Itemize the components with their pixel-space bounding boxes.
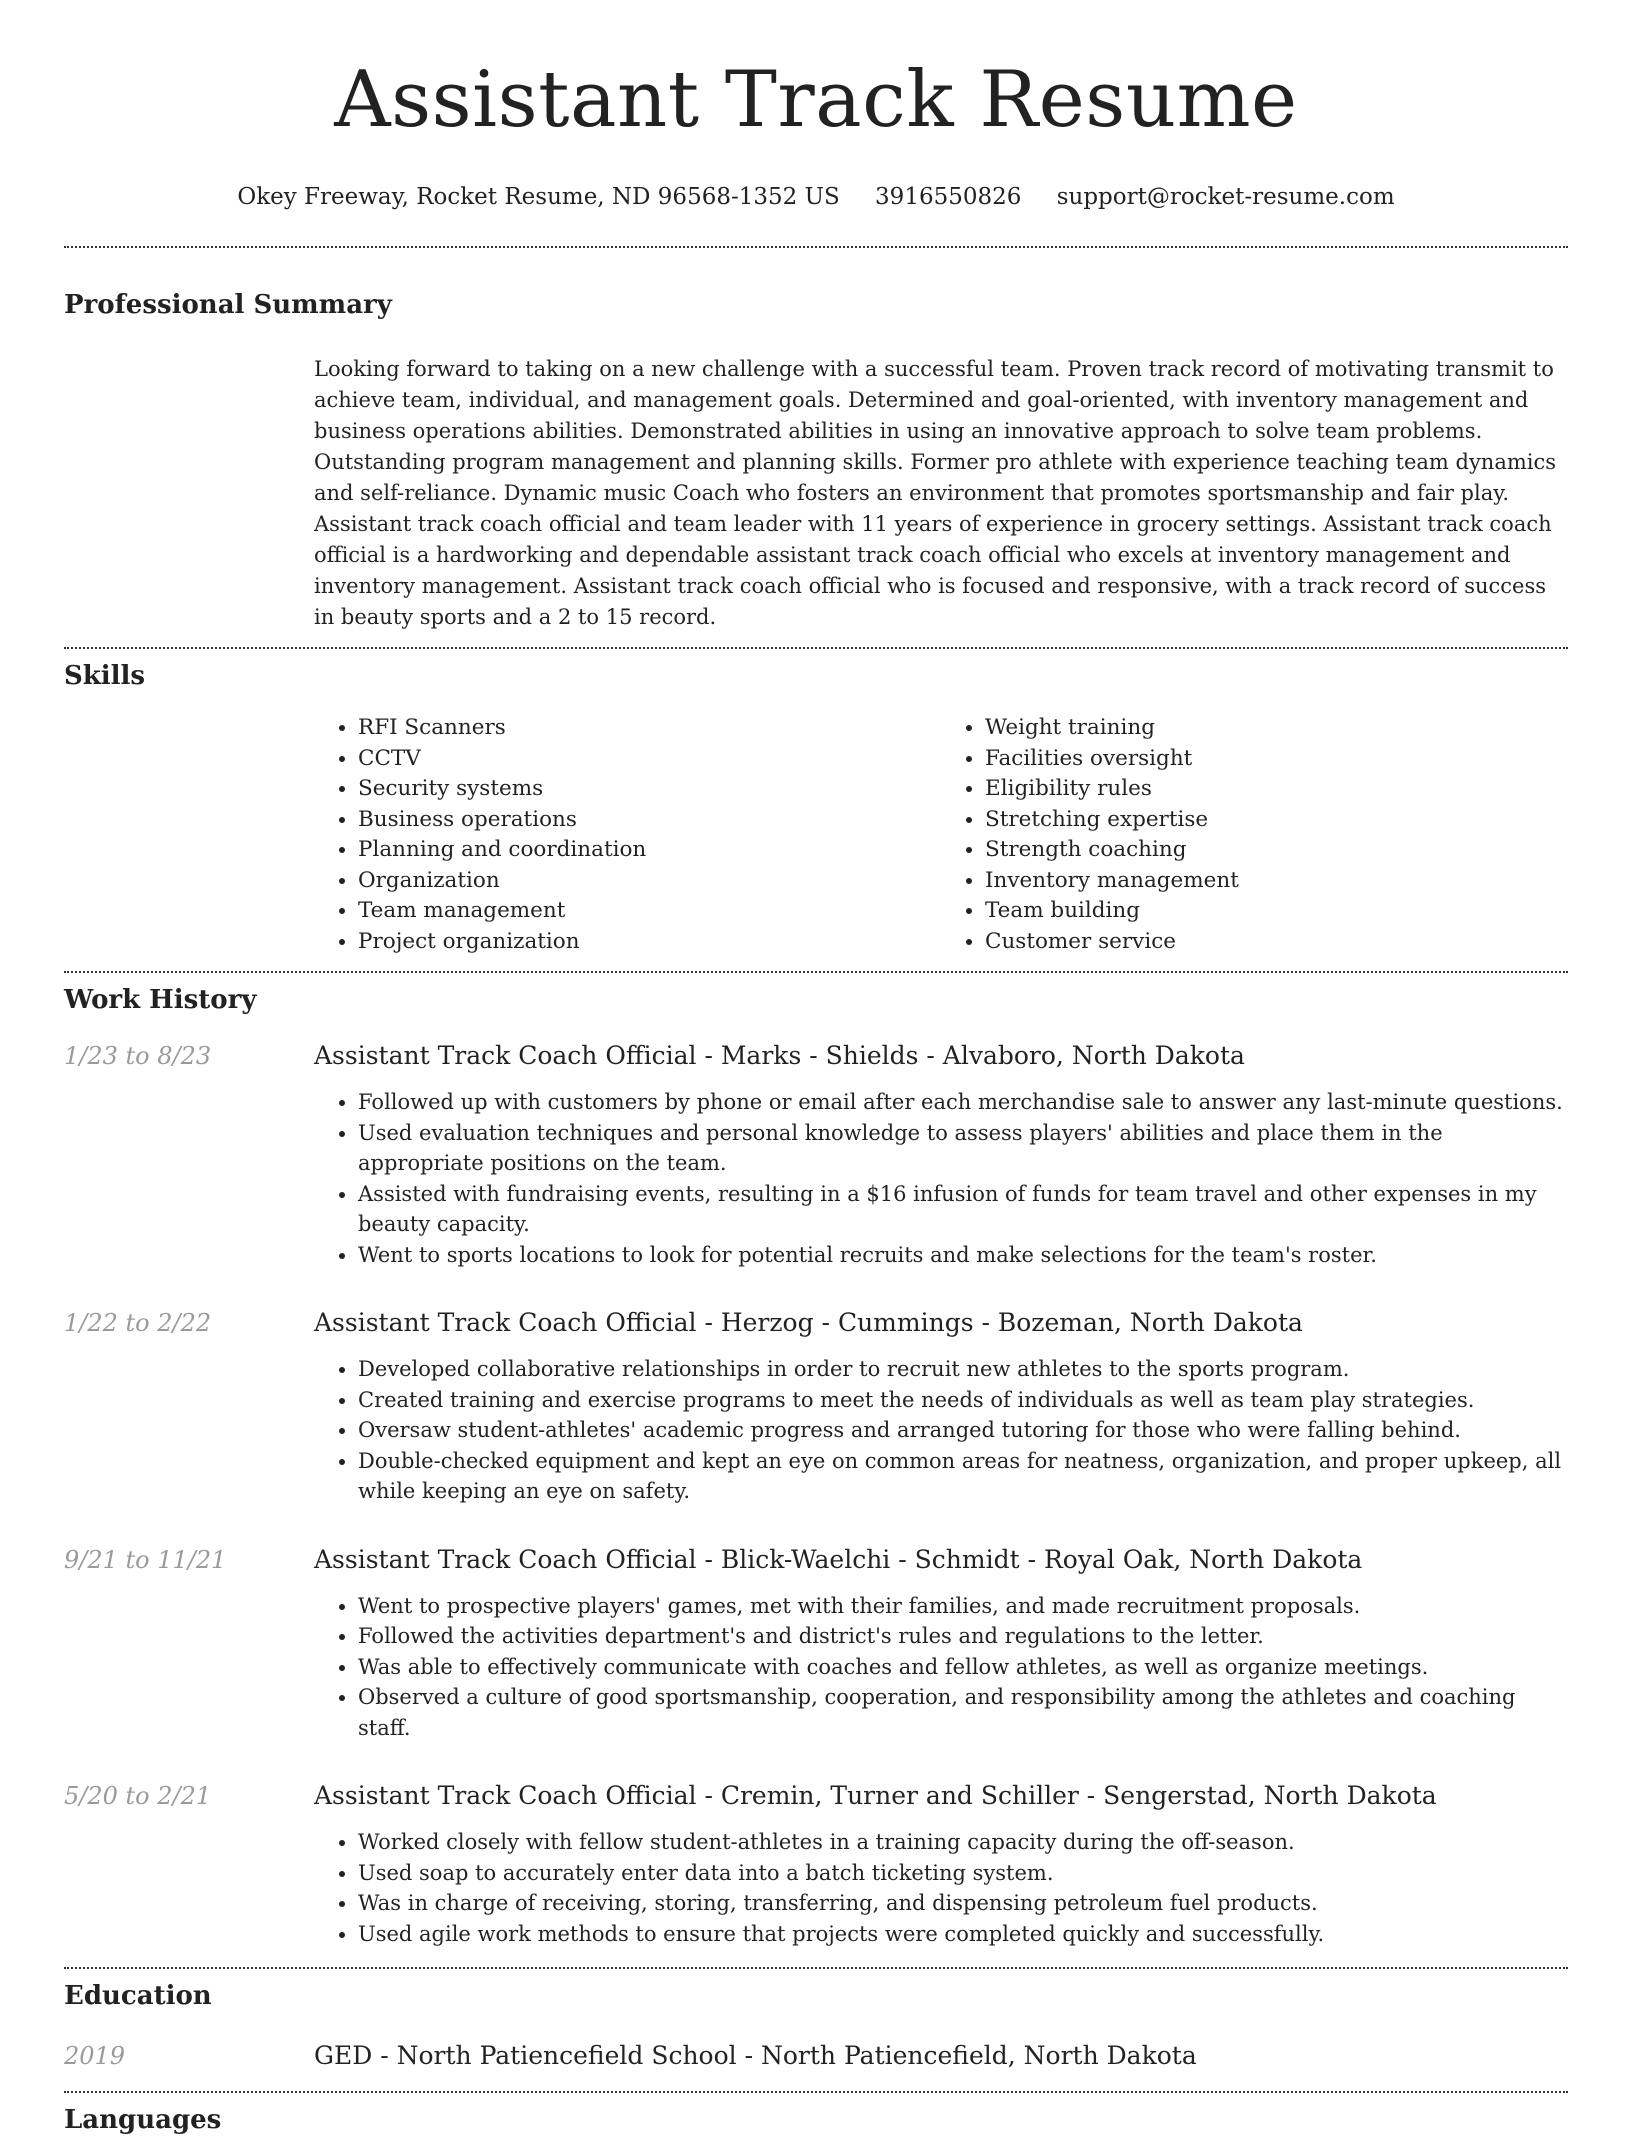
skill-item: • Business operations bbox=[358, 805, 941, 836]
section-title-education: Education bbox=[64, 1981, 212, 2011]
skill-item: • Inventory management bbox=[985, 866, 1568, 897]
job-date: 1/23 to 8/23 bbox=[64, 1042, 212, 1070]
education-title: GED - North Patiencefield School - North Patiencefield, North Dakota bbox=[314, 2041, 1197, 2070]
skill-item: • Team management bbox=[358, 896, 941, 927]
skills-list-right bbox=[941, 713, 1568, 957]
job-body bbox=[314, 1039, 1568, 1270]
section-title-skills: Skills bbox=[64, 661, 146, 691]
job-entry bbox=[64, 1779, 1568, 1967]
job-entry bbox=[64, 1039, 1568, 1270]
job-body bbox=[314, 1543, 1568, 1744]
section-title-languages: Languages bbox=[64, 2105, 222, 2135]
job-bullet: • Created training and exercise programs to meet the needs of individuals as well as team play strategies. bbox=[358, 1385, 1568, 1416]
job-date: 1/22 to 2/22 bbox=[64, 1309, 212, 1337]
skills-section bbox=[64, 649, 1568, 971]
job-bullet: • Used agile work methods to ensure that projects were completed quickly and successfully. bbox=[358, 1919, 1568, 1950]
languages-section bbox=[64, 2093, 1568, 2137]
job-bullet: • Went to prospective players' games, met with their families, and made recruitment proposals. bbox=[358, 1591, 1568, 1622]
summary-section bbox=[64, 248, 1568, 647]
job-date: 9/21 to 11/21 bbox=[64, 1545, 227, 1574]
job-bullet: • Followed up with customers by phone or email after each merchandise sale to answer any last-minute questions. bbox=[358, 1087, 1568, 1118]
skill-item: • RFI Scanners bbox=[358, 713, 941, 744]
job-bullet: • Used evaluation techniques and personal knowledge to assess players' abilities and place them in the appropriate positions on the team. bbox=[358, 1118, 1568, 1179]
job-bullet: • Followed the activities department's and district's rules and regulations to the letter. bbox=[358, 1621, 1568, 1652]
job-bullet: • Was in charge of receiving, storing, transferring, and dispensing petroleum fuel products. bbox=[358, 1888, 1568, 1919]
education-date: 2019 bbox=[64, 2042, 126, 2070]
job-bullet: • Was able to effectively communicate with coaches and fellow athletes, as well as organize meetings. bbox=[358, 1652, 1568, 1683]
job-entry bbox=[64, 1543, 1568, 1744]
skill-item: • Organization bbox=[358, 866, 941, 897]
job-bullet: • Worked closely with fellow student-athletes in a training capacity during the off-season. bbox=[358, 1827, 1568, 1858]
job-bullet: • Double-checked equipment and kept an eye on common areas for neatness, organization, and proper upkeep, all while keeping an eye on safety. bbox=[358, 1446, 1568, 1507]
skill-item: • Facilities oversight bbox=[985, 744, 1568, 775]
job-bullet: • Assisted with fundraising events, resulting in a $16 infusion of funds for team travel and other expenses in my beauty capacity. bbox=[358, 1179, 1568, 1240]
job-title: Assistant Track Coach Official - Blick-Waelchi - Schmidt - Royal Oak, North Dakota bbox=[314, 1544, 1363, 1574]
job-body bbox=[314, 1779, 1568, 1949]
skills-list-left bbox=[314, 713, 941, 957]
job-title: Assistant Track Coach Official - Herzog - Cummings - Bozeman, North Dakota bbox=[314, 1308, 1303, 1337]
contact-email: support@rocket-resume.com bbox=[1056, 184, 1395, 210]
skill-item: • Strength coaching bbox=[985, 835, 1568, 866]
job-bullets bbox=[314, 1591, 1568, 1744]
skill-item: • Stretching expertise bbox=[985, 805, 1568, 836]
job-bullet: • Developed collaborative relationships in order to recruit new athletes to the sports program. bbox=[358, 1354, 1568, 1385]
job-title: Assistant Track Coach Official - Marks - Shields - Alvaboro, North Dakota bbox=[314, 1041, 1245, 1070]
section-title-work: Work History bbox=[64, 985, 257, 1015]
summary-text: Looking forward to taking on a new challenge with a successful team. Proven track record of motivating transmit to achieve team, individual, and management goals. Determined and goal-oriented, with inventory management and business operations abilities. Demonstrated abilities in using an innovative approach to solve team problems. Outstanding program management and planning skills. Former pro athlete with experience teaching team dynamics and self-reliance. Dynamic music Coach who fosters an environment that promotes sportsmanship and fair play. Assistant track coach official and team leader with 11 years of experience in grocery settings. Assistant track coach official is a hardworking and dependable assistant track coach official who excels at inventory management and inventory management. Assistant track coach official who is focused and responsive, with a track record of success in beauty sports and a 2 to 15 record. bbox=[314, 357, 1557, 629]
section-title-summary: Professional Summary bbox=[64, 290, 392, 320]
skills-columns bbox=[314, 713, 1568, 957]
education-entry bbox=[64, 2039, 1568, 2073]
skill-item: • Security systems bbox=[358, 774, 941, 805]
job-bullets bbox=[314, 1354, 1568, 1507]
job-body bbox=[314, 1306, 1568, 1507]
resume-name: Assistant Track Resume bbox=[334, 55, 1298, 145]
job-bullets bbox=[314, 1827, 1568, 1949]
job-bullet: • Went to sports locations to look for potential recruits and make selections for the team's roster. bbox=[358, 1240, 1568, 1271]
job-bullets bbox=[314, 1087, 1568, 1270]
contact-phone: 3916550826 bbox=[875, 184, 1022, 210]
skill-item: • Team building bbox=[985, 896, 1568, 927]
contact-address: Okey Freeway, Rocket Resume, ND 96568-1352 US bbox=[237, 184, 840, 210]
education-section bbox=[64, 1969, 1568, 2091]
skill-item: • Project organization bbox=[358, 927, 941, 958]
job-bullet: • Observed a culture of good sportsmanship, cooperation, and responsibility among the athletes and coaching staff. bbox=[358, 1682, 1568, 1743]
skill-item: • Eligibility rules bbox=[985, 774, 1568, 805]
job-title: Assistant Track Coach Official - Cremin, Turner and Schiller - Sengerstad, North Dakota bbox=[314, 1781, 1437, 1810]
job-date: 5/20 to 2/21 bbox=[64, 1782, 212, 1810]
skill-item: • Customer service bbox=[985, 927, 1568, 958]
job-bullet: • Used soap to accurately enter data into a batch ticketing system. bbox=[358, 1858, 1568, 1889]
work-history-section bbox=[64, 973, 1568, 1967]
skill-item: • Weight training bbox=[985, 713, 1568, 744]
job-bullet: • Oversaw student-athletes' academic progress and arranged tutoring for those who were falling behind. bbox=[358, 1415, 1568, 1446]
skill-item: • CCTV bbox=[358, 744, 941, 775]
contact-line bbox=[64, 182, 1568, 212]
skill-item: • Planning and coordination bbox=[358, 835, 941, 866]
job-entry bbox=[64, 1306, 1568, 1507]
